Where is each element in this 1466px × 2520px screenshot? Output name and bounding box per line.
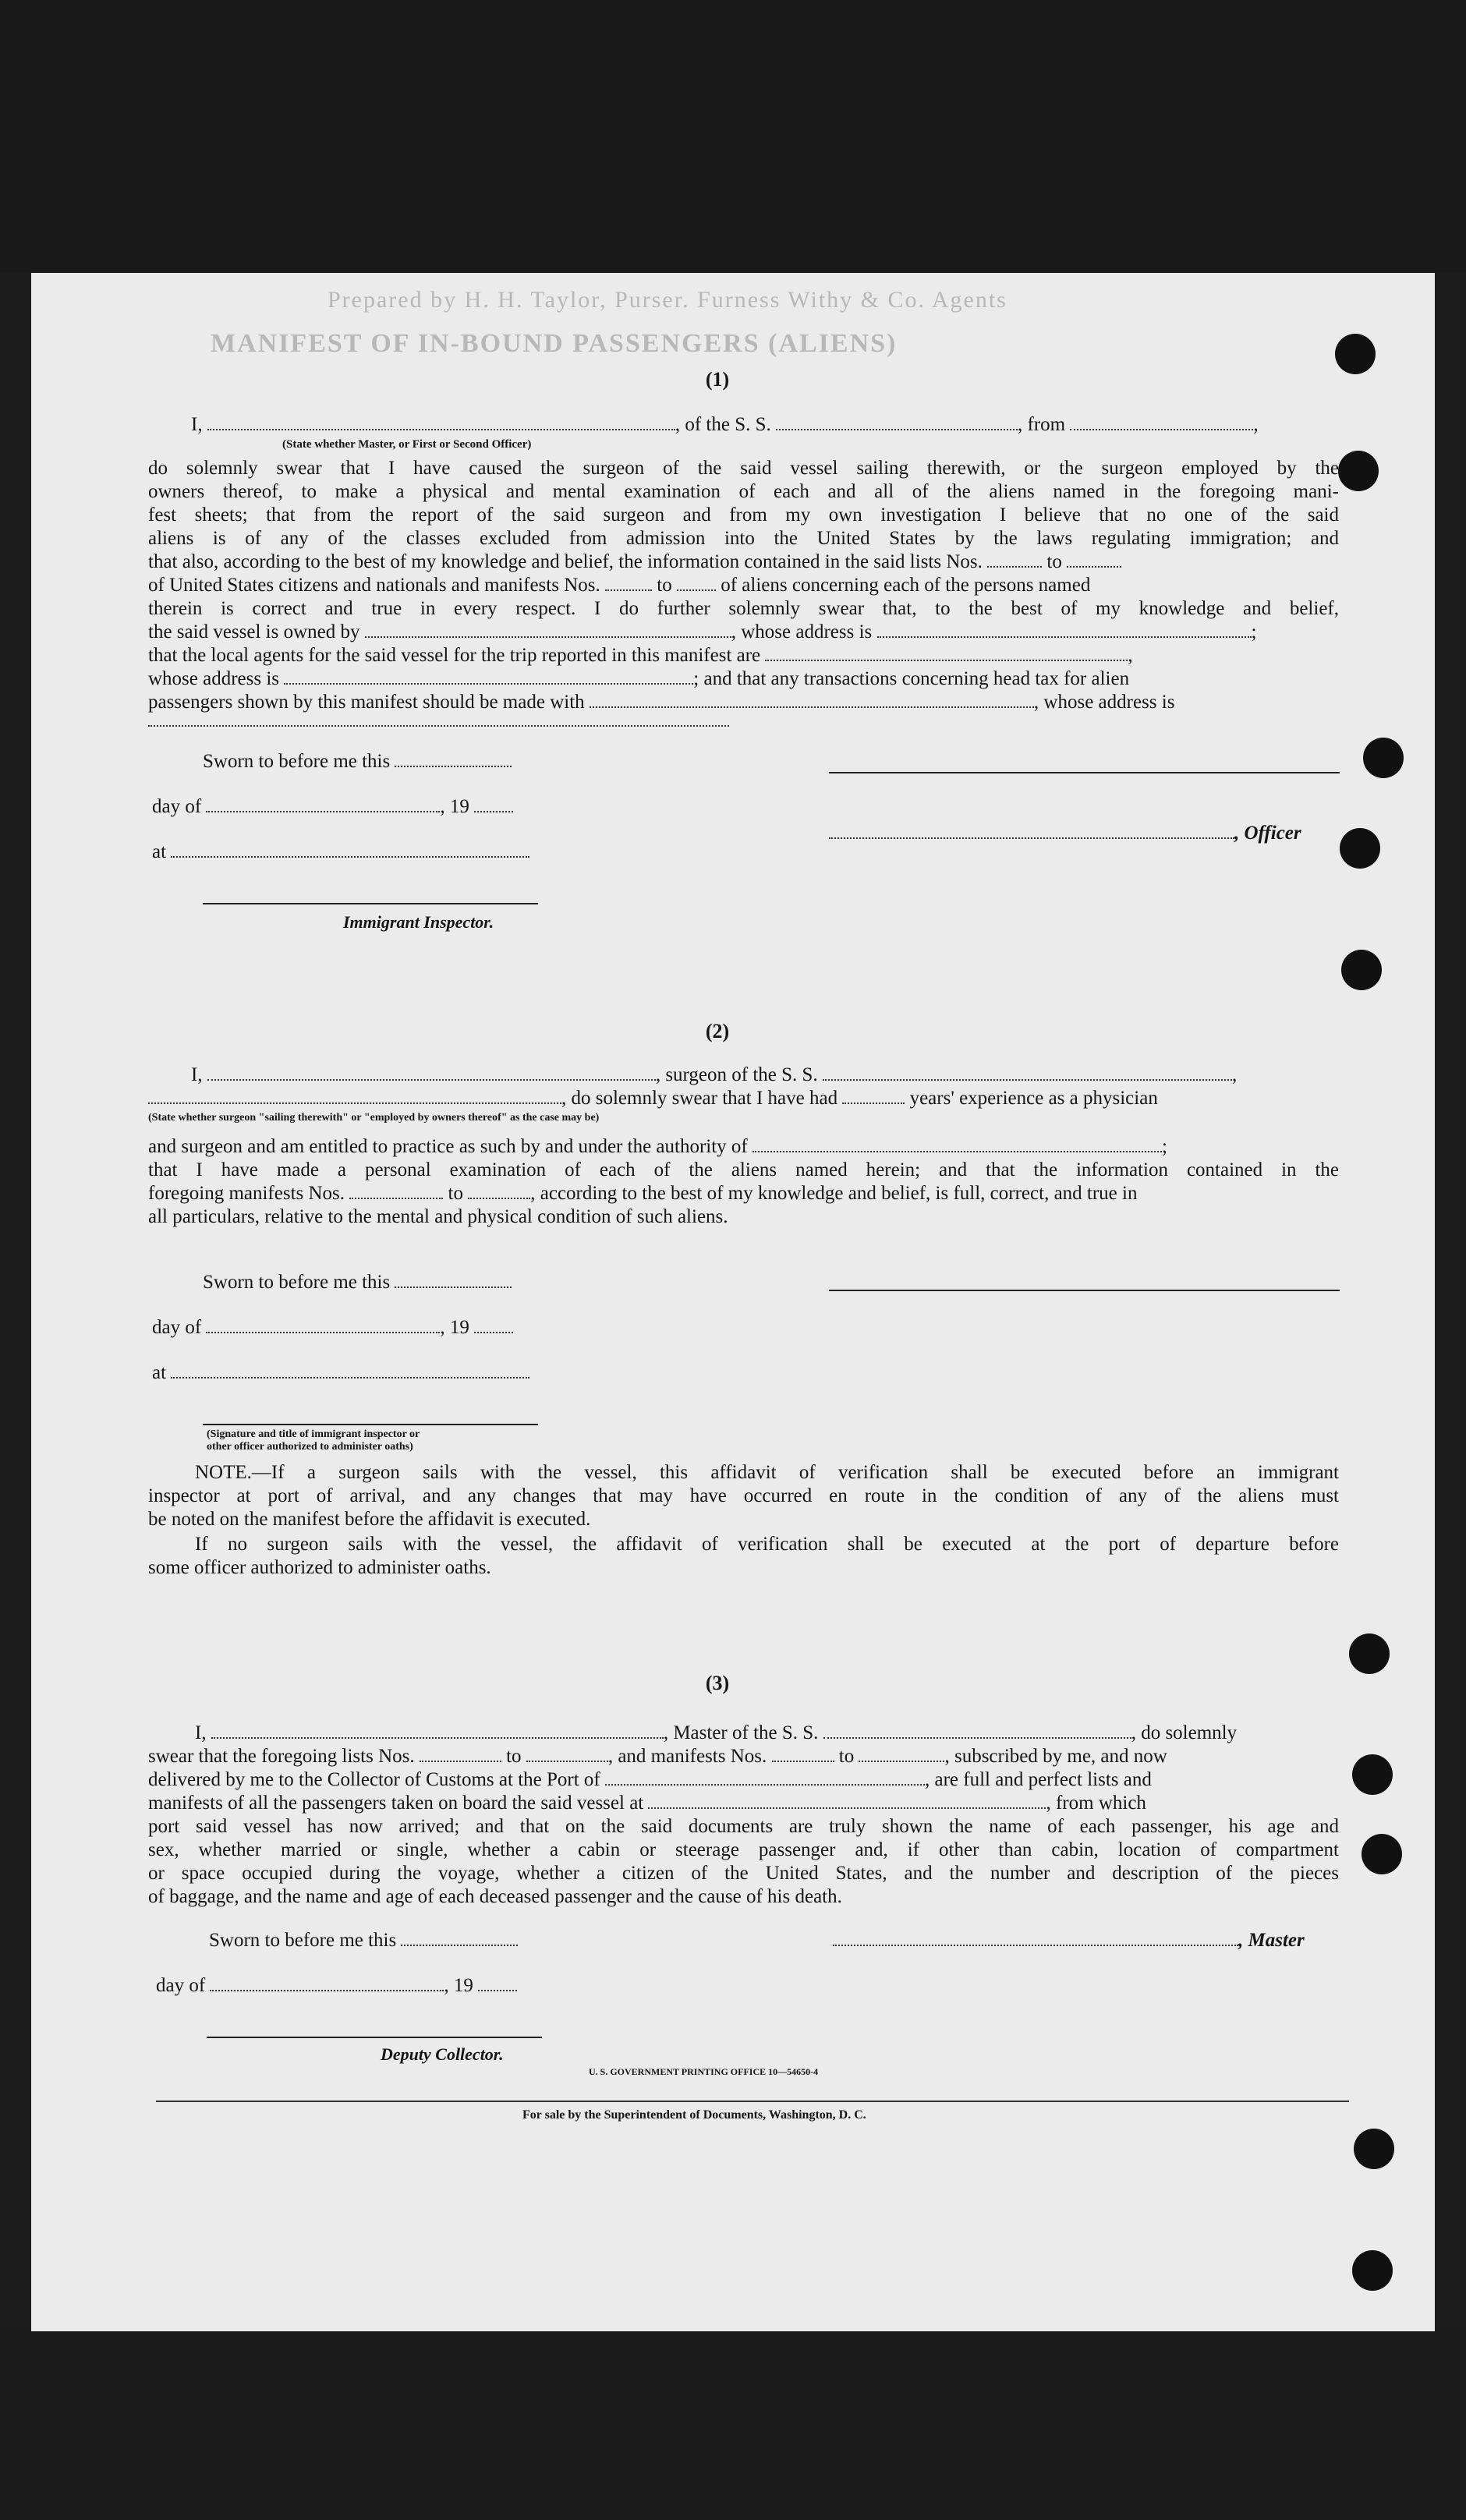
s1-day: day of , 19 — [152, 795, 513, 819]
s3-line: sex, whether married or single, whether a cabin or steerage passenger and, if other than cabin, location of compartment — [148, 1839, 1339, 1860]
film-border-bottom — [0, 2331, 1466, 2520]
note-line: be noted on the manifest before the affidavit is executed. — [148, 1509, 591, 1530]
s1-at: at — [152, 841, 529, 864]
bleed-through-stamp: Prepared by H. H. Taylor, Purser. Furness Withy & Co. Agents — [328, 287, 1007, 313]
s1-line-owner: the said vessel is owned by , whose address is ; — [148, 621, 1257, 642]
section-2-number: (2) — [705, 1020, 730, 1042]
s3-master: , Master — [833, 1929, 1305, 1952]
s3-sworn: Sworn to before me this — [209, 1929, 518, 1952]
s3-line-1: I, , Master of the S. S. , do solemnly — [195, 1722, 1238, 1743]
punch-hole — [1352, 1754, 1393, 1795]
punch-hole — [1363, 738, 1404, 778]
s2-day: day of , 19 — [152, 1316, 513, 1340]
section-3-number: (3) — [705, 1672, 730, 1694]
s2-line-1: I, , surgeon of the S. S. , — [191, 1064, 1238, 1085]
punch-hole — [1349, 1633, 1390, 1674]
punch-hole — [1352, 2250, 1393, 2291]
s1-line: therein is correct and true in every respect. I do further solemnly swear that, to the best of my knowledge and belief, — [148, 598, 1339, 619]
s1-inspector-title: Immigrant Inspector. — [343, 912, 494, 932]
s2-at: at — [152, 1361, 529, 1385]
s1-officer-signature-line — [829, 772, 1340, 773]
s2-sig-caption-1: (Signature and title of immigrant inspector or — [207, 1428, 420, 1440]
s1-line: do solemnly swear that I have caused the surgeon of the said vessel sailing therewith, or the surgeon employed by the — [148, 458, 1339, 479]
note-line: If no surgeon sails with the vessel, the affidavit of verification shall be executed at the port of departure before — [195, 1534, 1339, 1555]
s1-line-lists: that also, according to the best of my knowledge and belief, the information contained in the said lists Nos. to — [148, 550, 1121, 574]
punch-hole — [1354, 2129, 1394, 2169]
gpo-imprint: U. S. GOVERNMENT PRINTING OFFICE 10—54650-4 — [589, 2066, 819, 2077]
s1-line-head-tax: passengers shown by this manifest should be made with , whose address is — [148, 692, 1175, 713]
punch-hole — [1340, 828, 1380, 869]
s2-line-3: and surgeon and am entitled to practice as such by and under the authority of ; — [148, 1136, 1167, 1157]
s1-officer: , Officer — [829, 822, 1301, 845]
s2-line: all particulars, relative to the mental and physical condition of such aliens. — [148, 1206, 728, 1227]
s2-caption: (State whether surgeon "sailing therewith" or "employed by owners thereof" as the case may be) — [148, 1112, 600, 1124]
s3-line-3: delivered by me to the Collector of Customs at the Port of , are full and perfect lists and — [148, 1769, 1152, 1790]
s2-sworn: Sworn to before me this — [203, 1271, 512, 1294]
s2-surgeon-signature-line — [829, 1290, 1340, 1291]
document-page — [31, 273, 1435, 2331]
sale-notice: For sale by the Superintendent of Documents, Washington, D. C. — [522, 2108, 866, 2122]
s3-line-4: manifests of all the passengers taken on board the said vessel at , from which — [148, 1793, 1146, 1814]
s1-line: fest sheets; that from the report of the said surgeon and from my own investigation I believe that no one of the said — [148, 504, 1339, 526]
note-line: some officer authorized to administer oaths. — [148, 1557, 491, 1578]
s1-line-agent-address: whose address is ; and that any transactions concerning head tax for alien — [148, 668, 1130, 689]
s3-line-2: swear that the foregoing lists Nos. to , and manifests Nos. to , subscribed by me, and now — [148, 1746, 1167, 1767]
s3-line: of baggage, and the name and age of each deceased passenger and the cause of his death. — [148, 1886, 842, 1907]
s1-sworn: Sworn to before me this — [203, 750, 512, 773]
s3-line: port said vessel has now arrived; and that on the said documents are truly shown the name of each passenger, his age and — [148, 1816, 1339, 1837]
s1-line: aliens is of any of the classes excluded from admission into the United States by the laws regulating immigration; and — [148, 528, 1339, 549]
punch-hole — [1341, 950, 1382, 990]
s1-inspector-signature-line — [203, 903, 538, 904]
punch-hole — [1338, 451, 1379, 491]
punch-hole — [1335, 334, 1376, 374]
s3-deputy-title: Deputy Collector. — [381, 2044, 504, 2064]
note-line: NOTE.—If a surgeon sails with the vessel, this affidavit of verification shall be executed before an immigrant — [195, 1462, 1339, 1483]
s2-line-2: , do solemnly swear that I have had years' experience as a physician — [148, 1087, 1158, 1110]
punch-hole — [1362, 1834, 1402, 1874]
s2-line-5: foregoing manifests Nos. to , according to the best of my knowledge and belief, is full, correct, and true in — [148, 1183, 1138, 1204]
s3-line: or space occupied during the voyage, whether a citizen of the United States, and the number and description of the pieces — [148, 1863, 1339, 1884]
note-line: inspector at port of arrival, and any changes that may have occurred en route in the condition of any of the aliens must — [148, 1485, 1339, 1506]
s1-line-manifests: of United States citizens and nationals and manifests Nos. to of aliens concerning each of the persons named — [148, 575, 1091, 596]
s2-line: that I have made a personal examination of each of the aliens named herein; and that the information contained in the — [148, 1159, 1339, 1180]
s1-line-1: I, , of the S. S. , from , — [191, 414, 1259, 435]
footer-rule — [156, 2101, 1349, 2102]
s3-day: day of , 19 — [156, 1974, 517, 1998]
s2-inspector-signature-line — [203, 1424, 538, 1425]
s3-collector-signature-line — [207, 2037, 542, 2038]
s1-line: owners thereof, to make a physical and mental examination of each and all of the aliens named in the foregoing mani- — [148, 481, 1339, 502]
s1-line-agents: that the local agents for the said vessel for the trip reported in this manifest are , — [148, 645, 1133, 666]
film-border-top — [0, 0, 1466, 273]
bleed-through-title: MANIFEST OF IN-BOUND PASSENGERS (ALIENS) — [211, 329, 898, 358]
s2-sig-caption-2: other officer authorized to administer oaths) — [207, 1441, 413, 1453]
section-1-number: (1) — [705, 368, 730, 391]
s1-caption: (State whether Master, or First or Second Officer) — [282, 438, 532, 451]
s1-address-line — [148, 725, 729, 727]
